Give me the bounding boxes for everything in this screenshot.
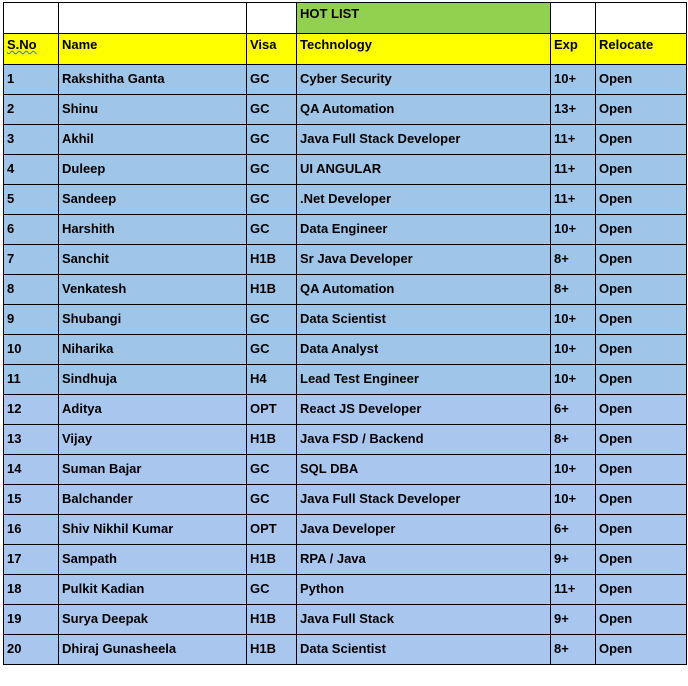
cell-sno: 3 (4, 125, 59, 155)
cell-visa: GC (247, 305, 297, 335)
cell-visa: H4 (247, 365, 297, 395)
cell-exp: 10+ (551, 455, 596, 485)
table-row (4, 125, 687, 155)
cell-visa: GC (247, 155, 297, 185)
cell-sno: 16 (4, 515, 59, 545)
title-blank-cell (59, 3, 247, 34)
cell-visa: GC (247, 335, 297, 365)
cell-exp: 8+ (551, 425, 596, 455)
cell-technology: Data Analyst (297, 335, 551, 365)
cell-visa: H1B (247, 635, 297, 665)
table-row (4, 395, 687, 425)
header-relocate: Relocate (596, 34, 687, 65)
cell-exp: 8+ (551, 275, 596, 305)
cell-visa: GC (247, 215, 297, 245)
cell-visa: H1B (247, 605, 297, 635)
cell-name: Shinu (59, 95, 247, 125)
table-row (4, 155, 687, 185)
cell-sno: 6 (4, 215, 59, 245)
table-row (4, 365, 687, 395)
title-row (4, 3, 687, 34)
header-sno-label: S.No (7, 37, 37, 52)
cell-name: Sindhuja (59, 365, 247, 395)
cell-technology: Data Scientist (297, 635, 551, 665)
header-visa: Visa (247, 34, 297, 65)
cell-name: Shiv Nikhil Kumar (59, 515, 247, 545)
cell-exp: 10+ (551, 365, 596, 395)
cell-relocate: Open (596, 425, 687, 455)
cell-exp: 11+ (551, 185, 596, 215)
cell-name: Suman Bajar (59, 455, 247, 485)
cell-visa: GC (247, 125, 297, 155)
cell-exp: 11+ (551, 125, 596, 155)
cell-name: Dhiraj Gunasheela (59, 635, 247, 665)
cell-relocate: Open (596, 515, 687, 545)
header-sno (4, 34, 59, 65)
cell-relocate: Open (596, 185, 687, 215)
cell-relocate: Open (596, 275, 687, 305)
hot-list-table (3, 2, 687, 665)
cell-sno: 2 (4, 95, 59, 125)
header-name: Name (59, 34, 247, 65)
cell-name: Sanchit (59, 245, 247, 275)
table-row (4, 215, 687, 245)
cell-sno: 10 (4, 335, 59, 365)
table-row (4, 485, 687, 515)
cell-technology: QA Automation (297, 95, 551, 125)
table-row (4, 635, 687, 665)
cell-exp: 8+ (551, 245, 596, 275)
cell-technology: React JS Developer (297, 395, 551, 425)
cell-name: Aditya (59, 395, 247, 425)
cell-relocate: Open (596, 215, 687, 245)
cell-sno: 19 (4, 605, 59, 635)
title-blank-cell (596, 3, 687, 34)
cell-technology: Data Scientist (297, 305, 551, 335)
table-row (4, 575, 687, 605)
title-blank-cell (247, 3, 297, 34)
table-body (4, 3, 687, 665)
table-row (4, 515, 687, 545)
cell-visa: H1B (247, 275, 297, 305)
cell-sno: 13 (4, 425, 59, 455)
table-row (4, 65, 687, 95)
cell-sno: 11 (4, 365, 59, 395)
table-row (4, 245, 687, 275)
table-row (4, 545, 687, 575)
header-technology: Technology (297, 34, 551, 65)
cell-technology: Java Full Stack (297, 605, 551, 635)
cell-technology: Python (297, 575, 551, 605)
cell-name: Surya Deepak (59, 605, 247, 635)
cell-relocate: Open (596, 155, 687, 185)
cell-exp: 9+ (551, 605, 596, 635)
table-row (4, 185, 687, 215)
table-row (4, 305, 687, 335)
title-blank-cell (4, 3, 59, 34)
cell-name: Shubangi (59, 305, 247, 335)
cell-exp: 8+ (551, 635, 596, 665)
cell-exp: 10+ (551, 305, 596, 335)
cell-technology: Lead Test Engineer (297, 365, 551, 395)
cell-name: Balchander (59, 485, 247, 515)
cell-relocate: Open (596, 485, 687, 515)
cell-sno: 20 (4, 635, 59, 665)
table-row (4, 275, 687, 305)
cell-visa: GC (247, 95, 297, 125)
cell-sno: 4 (4, 155, 59, 185)
cell-relocate: Open (596, 125, 687, 155)
cell-name: Venkatesh (59, 275, 247, 305)
cell-sno: 17 (4, 545, 59, 575)
cell-visa: GC (247, 455, 297, 485)
cell-name: Harshith (59, 215, 247, 245)
cell-relocate: Open (596, 335, 687, 365)
cell-technology: Java Developer (297, 515, 551, 545)
cell-name: Rakshitha Ganta (59, 65, 247, 95)
cell-name: Sandeep (59, 185, 247, 215)
cell-exp: 10+ (551, 65, 596, 95)
cell-relocate: Open (596, 65, 687, 95)
cell-name: Pulkit Kadian (59, 575, 247, 605)
cell-exp: 11+ (551, 575, 596, 605)
cell-relocate: Open (596, 365, 687, 395)
cell-relocate: Open (596, 545, 687, 575)
cell-name: Vijay (59, 425, 247, 455)
cell-relocate: Open (596, 305, 687, 335)
cell-exp: 13+ (551, 95, 596, 125)
cell-visa: GC (247, 485, 297, 515)
cell-exp: 11+ (551, 155, 596, 185)
table-row (4, 605, 687, 635)
cell-exp: 6+ (551, 515, 596, 545)
cell-visa: H1B (247, 425, 297, 455)
table-row (4, 95, 687, 125)
cell-name: Duleep (59, 155, 247, 185)
cell-sno: 14 (4, 455, 59, 485)
cell-visa: GC (247, 575, 297, 605)
cell-name: Sampath (59, 545, 247, 575)
cell-sno: 8 (4, 275, 59, 305)
cell-technology: Cyber Security (297, 65, 551, 95)
cell-sno: 9 (4, 305, 59, 335)
cell-relocate: Open (596, 455, 687, 485)
hot-list-title: HOT LIST (297, 3, 551, 34)
cell-technology: Java Full Stack Developer (297, 125, 551, 155)
table-row (4, 425, 687, 455)
cell-sno: 7 (4, 245, 59, 275)
table-row (4, 335, 687, 365)
cell-technology: Sr Java Developer (297, 245, 551, 275)
cell-technology: .Net Developer (297, 185, 551, 215)
cell-relocate: Open (596, 635, 687, 665)
cell-technology: SQL DBA (297, 455, 551, 485)
cell-relocate: Open (596, 605, 687, 635)
cell-sno: 18 (4, 575, 59, 605)
cell-exp: 9+ (551, 545, 596, 575)
cell-relocate: Open (596, 575, 687, 605)
cell-sno: 1 (4, 65, 59, 95)
header-row (4, 34, 687, 65)
cell-relocate: Open (596, 95, 687, 125)
cell-visa: H1B (247, 545, 297, 575)
cell-relocate: Open (596, 245, 687, 275)
cell-exp: 10+ (551, 335, 596, 365)
cell-relocate: Open (596, 395, 687, 425)
cell-technology: QA Automation (297, 275, 551, 305)
cell-sno: 5 (4, 185, 59, 215)
cell-sno: 15 (4, 485, 59, 515)
cell-exp: 10+ (551, 215, 596, 245)
cell-technology: RPA / Java (297, 545, 551, 575)
cell-technology: Data Engineer (297, 215, 551, 245)
cell-visa: GC (247, 185, 297, 215)
cell-name: Akhil (59, 125, 247, 155)
cell-technology: Java FSD / Backend (297, 425, 551, 455)
cell-technology: UI ANGULAR (297, 155, 551, 185)
title-blank-cell (551, 3, 596, 34)
cell-technology: Java Full Stack Developer (297, 485, 551, 515)
header-exp: Exp (551, 34, 596, 65)
cell-visa: OPT (247, 395, 297, 425)
cell-sno: 12 (4, 395, 59, 425)
cell-visa: GC (247, 65, 297, 95)
table-row (4, 455, 687, 485)
cell-visa: H1B (247, 245, 297, 275)
cell-exp: 10+ (551, 485, 596, 515)
cell-name: Niharika (59, 335, 247, 365)
cell-exp: 6+ (551, 395, 596, 425)
cell-visa: OPT (247, 515, 297, 545)
